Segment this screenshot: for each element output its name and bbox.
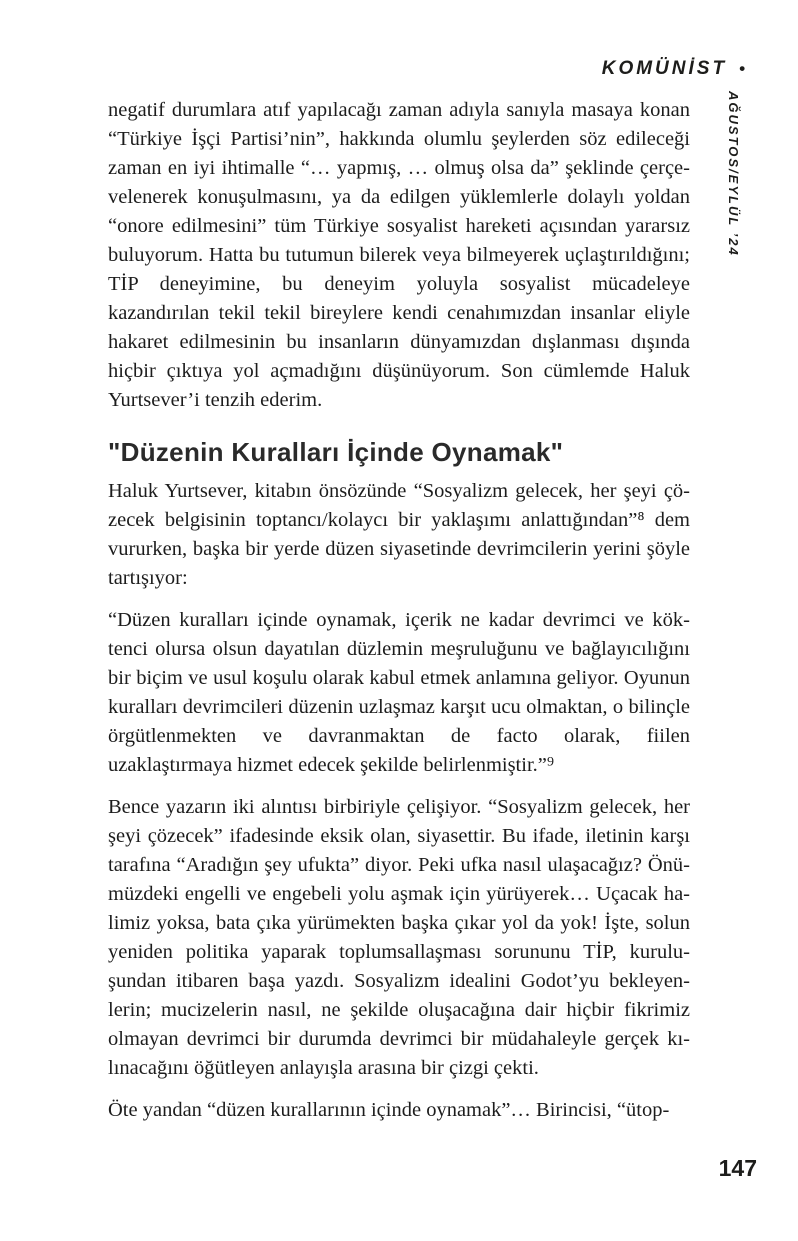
body-paragraph: negatif durumlara atıf yapılacağı zaman adıyla sanıyla masaya konan “Türkiye İşçi Partisi’nin”, hakkında olumlu şeylerden söz edileceği zaman en iyi ihtimalle “… yapmış, … olmuş olsa da” şeklinde çerçevelenerek konuşulmasını, ya da edilgen yüklemlerle dolaylı yoldan “onore edilmesini” tüm Türkiye sosyalist hareketi açısından yararsız buluyorum. Hatta bu tutumun bilerek veya bilmeyerek uçlaştırıldığını; TİP deneyimine, bu deneyim yoluyla sosyalist mücadeleye kazandırılan tekil tekil bireylere kendi cenahımızdan insanlar eliyle hakaret edilmesinin bu insanların dünyamızdan dışlanması dışında hiçbir çıktıya yol açmadığını düşünüyorum. Son cümlemde Haluk Yurtsever’i tenzih ederim. (108, 99, 690, 411)
body-paragraph: Haluk Yurtsever, kitabın önsözünde “Sosyalizm gelecek, her şeyi çözecek belgisinin toptancı/kolaycı bir yaklaşımı anlattığından”⁸ dem vururken, başka bir yerde düzen siyasetinde devrimcilerin yerini şöyle tartışıyor: (108, 480, 690, 589)
block-quote: “Düzen kuralları içinde oynamak, içerik ne kadar devrimci ve köktenci olursa olsun dayatılan düzlemin meşruluğunu ve bağlayıcılığını bir biçim ve usul koşulu olarak kabul etmek anlamına geliyor. Oyunun kuralları devrimcileri düzenin uzlaşmaz karşıt ucu olmaktan, o bilinçle örgütlenmekten ve davranmaktan de facto olarak, fiilen uzaklaştırmaya hizmet edecek şekilde belirlenmiştir.”⁹ (108, 609, 690, 776)
page-number: 147 (718, 1155, 757, 1181)
body-paragraph: Bence yazarın iki alıntısı birbiriyle çelişiyor. “Sosyalizm gelecek, her şeyi çözecek” ifadesinde eksik olan, siyasettir. Bu ifade, iletinin karşı tarafına “Aradığın şey ufukta” diyor. Peki ufka nasıl ulaşacağız? Önümüzdeki engelli ve engebeli yolu aşmak için yürüyerek… Uçacak halimiz yoksa, bata çıka yürümekten başka çıkar yol da yok! İşte, solun yeniden politika yaparak toplumsallaşması sorununu TİP, kuruluşundan itibaren başa yazdı. Sosyalizm idealini Godot’yu bekleyenlerin; mucizelerin nasıl, ne şekilde oluşacağına dair hiçbir fikrimiz olmayan devrimci bir durumda devrimci bir müdahaleyle gerçek kılınacağını öğütleyen anlayışla arasına bir çizgi çekti. (108, 796, 690, 1079)
body-paragraph: Öte yandan “düzen kurallarının içinde oynamak”… Birincisi, “ütop- (108, 1099, 670, 1121)
journal-title: KOMÜNİST (601, 58, 728, 79)
section-heading: "Düzenin Kuralları İçinde Oynamak" (108, 437, 564, 467)
article-text-column (108, 96, 690, 1125)
running-head (602, 58, 745, 80)
issue-date-vertical: AĞUSTOS/EYLÜL ’24 (726, 91, 741, 257)
bullet-separator-icon: • (739, 59, 745, 78)
